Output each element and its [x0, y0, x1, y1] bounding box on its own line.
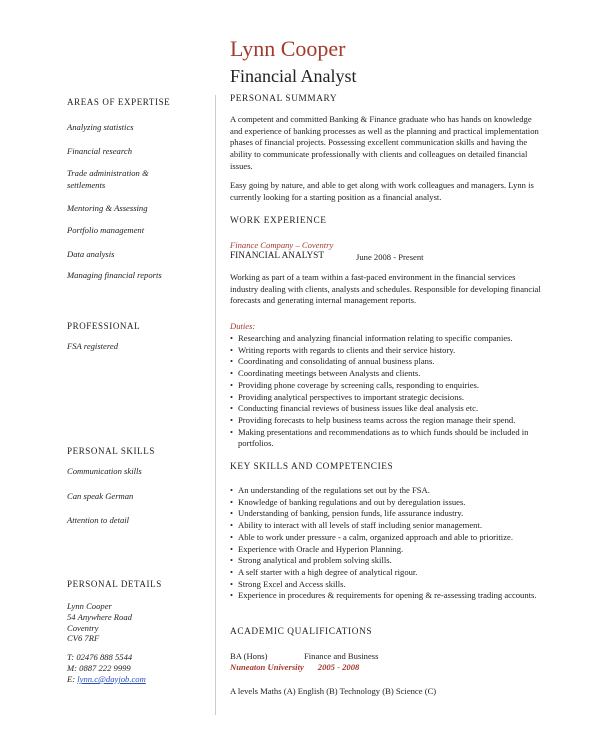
personal-skill-item: Attention to detail: [67, 515, 130, 525]
a-levels-line: A levels Maths (A) English (B) Technology (B) Science (C): [230, 686, 437, 696]
details-email-row: [67, 673, 207, 685]
professional-item: FSA registered: [67, 341, 118, 351]
expertise-item: Mentoring & Assessing: [67, 203, 148, 213]
key-skill-item: • Experience with Oracle and Hyperion Planning.: [230, 544, 550, 556]
expertise-heading: AREAS OF EXPERTISE: [67, 97, 171, 107]
personal-details-heading: PERSONAL DETAILS: [67, 579, 162, 589]
university-years: 2005 - 2008: [317, 662, 360, 672]
job-description: Working as part of a team within a fast-paced environment in the financial services industry dealing with clients, analysts and schedules. Responsible for developing financial forecasts and generating internal management reports.: [230, 272, 541, 306]
duty-item: • Writing reports with regards to clients and their service history.: [230, 345, 550, 357]
duty-item: • Providing analytical perspectives to important strategic decisions.: [230, 392, 550, 404]
key-skill-item: • Experience in procedures & requirements for opening & re-assessing trading accounts.: [230, 590, 550, 602]
key-skill-item: • Knowledge of banking regulations and out by deregulation issues.: [230, 497, 550, 509]
degree: BA (Hons): [230, 651, 268, 661]
university-name: Nuneaton University: [230, 662, 304, 672]
key-skills-list: [230, 485, 550, 602]
key-skill-item: • Able to work under pressure - a calm, organized approach and able to prioritize.: [230, 532, 550, 544]
key-skills-heading: KEY SKILLS AND COMPETENCIES: [230, 462, 394, 472]
personal-skills-heading: PERSONAL SKILLS: [67, 446, 155, 456]
summary-paragraph-2: Easy going by nature, and able to get along with work colleagues and managers. Lynn is currently looking for a starting position as a financial analyst.: [230, 180, 534, 202]
candidate-title: Financial Analyst: [230, 66, 357, 86]
company-name: Finance Company – Coventry: [230, 240, 334, 250]
duties-label: Duties:: [230, 321, 256, 331]
experience-heading: WORK EXPERIENCE: [230, 216, 327, 226]
duties-list: [230, 333, 550, 450]
key-skill-item: • Understanding of banking, pension funds, life assurance industry.: [230, 508, 550, 520]
duty-item: • Providing forecasts to help business teams across the region manage their spend.: [230, 415, 550, 427]
university: [230, 662, 359, 672]
personal-skill-item: Communication skills: [67, 466, 142, 476]
details-line: Lynn Cooper: [67, 601, 112, 611]
email-prefix: E:: [67, 674, 78, 684]
summary-paragraph-1: A competent and committed Banking & Finance graduate who has hands on knowledge and experience of banking processes as well as the planning and practical implementation phases of financial projects. Possessing excellent communication skills and having the ability to communicate professionally with clients and colleagues on detailed financial issues.: [230, 114, 539, 171]
key-skill-item: • An understanding of the regulations set out by the FSA.: [230, 485, 550, 497]
duty-item: • Coordinating and consolidating of annual business plans.: [230, 356, 550, 368]
key-skill-item: • Strong analytical and problem solving skills.: [230, 555, 550, 567]
expertise-item: settlements: [67, 180, 106, 190]
candidate-name: Lynn Cooper: [230, 36, 346, 61]
expertise-item: Analyzing statistics: [67, 122, 134, 132]
job-title: FINANCIAL ANALYST: [230, 251, 325, 261]
job-dates: June 2008 - Present: [356, 252, 424, 262]
expertise-item: Portfolio management: [67, 225, 145, 235]
summary-heading: PERSONAL SUMMARY: [230, 94, 338, 104]
expertise-item: Managing financial reports: [67, 270, 162, 280]
duty-item: • Researching and analyzing financial information relating to specific companies.: [230, 333, 550, 345]
key-skill-item: • Ability to interact with all levels of staff including senior management.: [230, 520, 550, 532]
details-line: Coventry: [67, 623, 99, 633]
details-mobile: M: 0887 222 9999: [67, 663, 131, 673]
details-line: CV6 7RF: [67, 633, 100, 643]
email-link[interactable]: lynn.c@dayjob.com: [77, 674, 146, 684]
key-skill-item: • Strong Excel and Access skills.: [230, 579, 550, 591]
academic-heading: ACADEMIC QUALIFICATIONS: [230, 627, 373, 637]
column-divider: [215, 95, 216, 715]
expertise-item: Financial research: [67, 146, 132, 156]
personal-skill-item: Can speak German: [67, 491, 134, 501]
expertise-item: Trade administration &: [67, 168, 149, 178]
duty-item: • Making presentations and recommendations as to which funds should be included in portfolios.: [230, 427, 550, 450]
details-phone: T: 02476 888 5544: [67, 652, 133, 662]
degree-subject: Finance and Business: [304, 651, 379, 661]
duty-item: • Coordinating meetings between Analysts and clients.: [230, 368, 550, 380]
expertise-item: Data analysis: [67, 249, 115, 259]
duty-item: • Providing phone coverage by screening calls, responding to enquiries.: [230, 380, 550, 392]
duty-item: • Conducting financial reviews of business issues like deal analysis etc.: [230, 403, 550, 415]
details-line: 54 Anywhere Road: [67, 612, 132, 622]
professional-heading: PROFESSIONAL: [67, 321, 141, 331]
key-skill-item: • A self starter with a high degree of analytical rigour.: [230, 567, 550, 579]
